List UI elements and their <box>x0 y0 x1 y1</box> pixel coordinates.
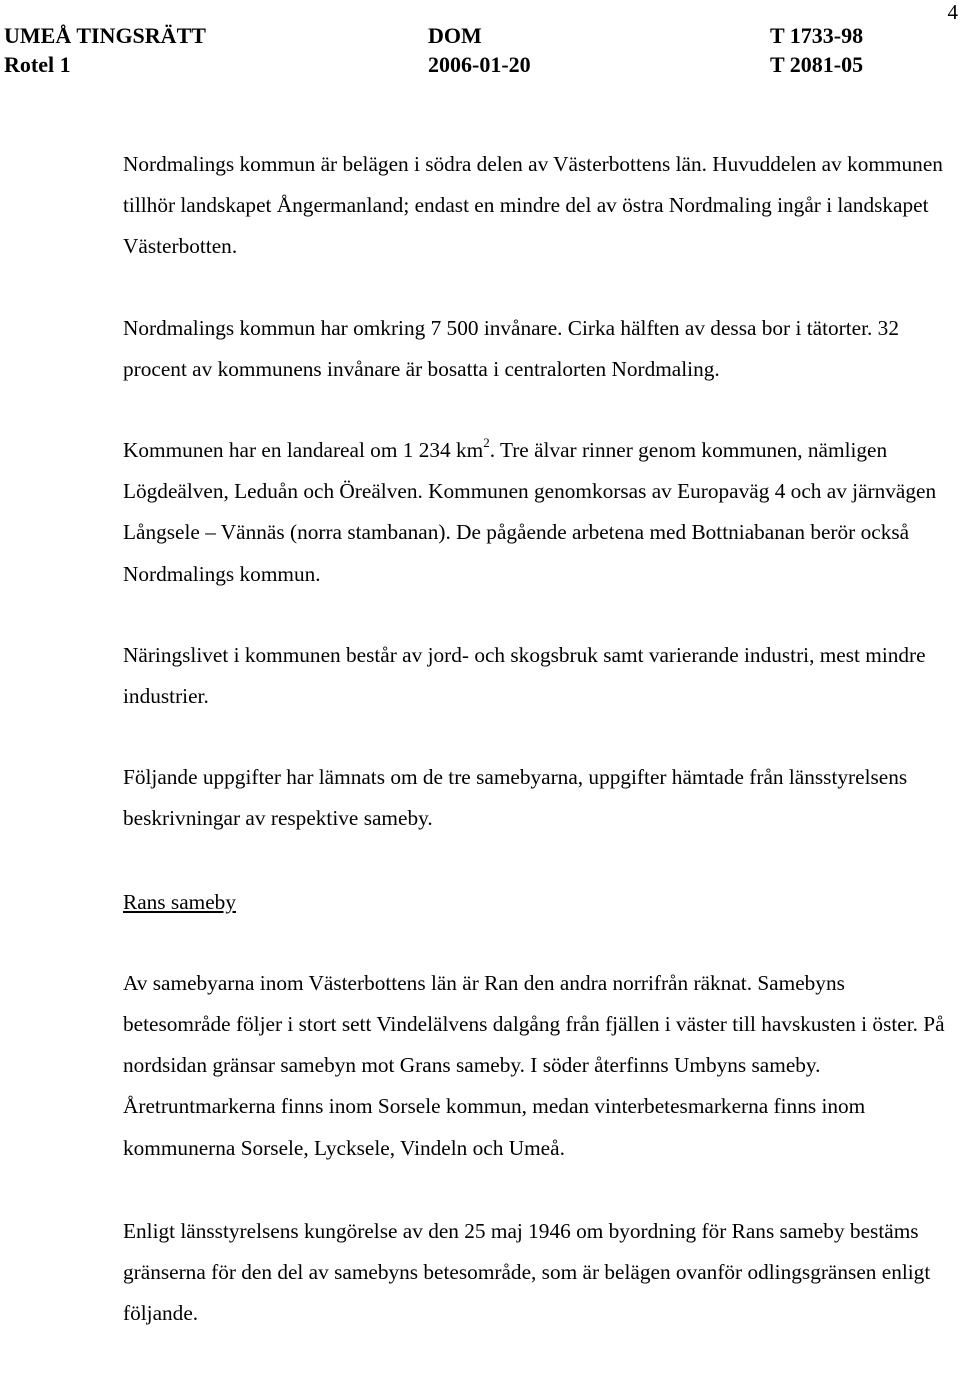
paragraph-industry: Näringslivet i kommunen består av jord- och skogsbruk samt varierande industri, mest mindre industrier. <box>123 642 926 709</box>
case-number-1: T 1733-98 <box>770 23 864 48</box>
document-body <box>123 144 953 1374</box>
paragraph-rans-sameby-description: Av samebyarna inom Västerbottens län är Ran den andra norrifrån räknat. Samebyns betesområde följer i stort sett Vindelälvens dalgång från fjällen i väster till havskusten i öster. På nordsidan gränsar samebyn mot Grans sameby. I söder återfinns Umbyns sameby. Åretruntmarkerna finns inom Sorsele kommun, medan vinterbetesmarkerna finns inom kommunerna Sorsele, Lycksele, Vindeln och Umeå. <box>123 970 945 1160</box>
court-name: UMEÅ TINGSRÄTT <box>4 23 206 48</box>
rivers-text: . Tre älvar rinner genom kommunen, nämligen Lögdeälven, Leduån och Öreälven. Kommunen genomkorsas av Europaväg 4 och av järnvägen Långsele – Vännäs (norra stambanan). De pågående arbetena med Bottniabanan berör också Nordmalings kommun. <box>123 438 937 586</box>
section-heading-rans-sameby: Rans sameby <box>123 889 236 914</box>
document-type: DOM <box>428 23 482 48</box>
superscript-exponent: 2 <box>483 434 490 450</box>
document-date: 2006-01-20 <box>428 52 531 77</box>
header-row-2 <box>4 51 904 80</box>
land-area-text: Kommunen har en landareal om 1 234 km <box>123 438 484 463</box>
paragraph-sami-villages-intro: Följande uppgifter har lämnats om de tre samebyarna, uppgifter hämtade från länsstyrelsens beskrivningar av respektive sameby. <box>123 765 908 831</box>
paragraph-municipality-location: Nordmalings kommun är belägen i södra delen av Västerbottens län. Huvuddelen av kommunen tillhör landskapet Ångermanland; endast en mindre del av östra Nordmaling ingår i landskapet Västerbotten. <box>123 152 943 259</box>
paragraph-land-area <box>123 430 953 595</box>
case-number-2: T 2081-05 <box>770 52 864 77</box>
header-row-1 <box>4 22 904 51</box>
division-name: Rotel 1 <box>4 52 71 77</box>
document-header <box>4 22 904 80</box>
paragraph-byordning-1946: Enligt länsstyrelsens kungörelse av den 25 maj 1946 om byordning för Rans sameby bestäms gränserna för den del av samebyns betesområde, som är belägen ovanför odlingsgränsen enligt följande. <box>123 1218 931 1326</box>
page-number: 4 <box>947 0 958 24</box>
paragraph-population: Nordmalings kommun har omkring 7 500 invånare. Cirka hälften av dessa bor i tätorter. 32 procent av kommunens invånare är bosatta i centralorten Nordmaling. <box>123 315 899 381</box>
